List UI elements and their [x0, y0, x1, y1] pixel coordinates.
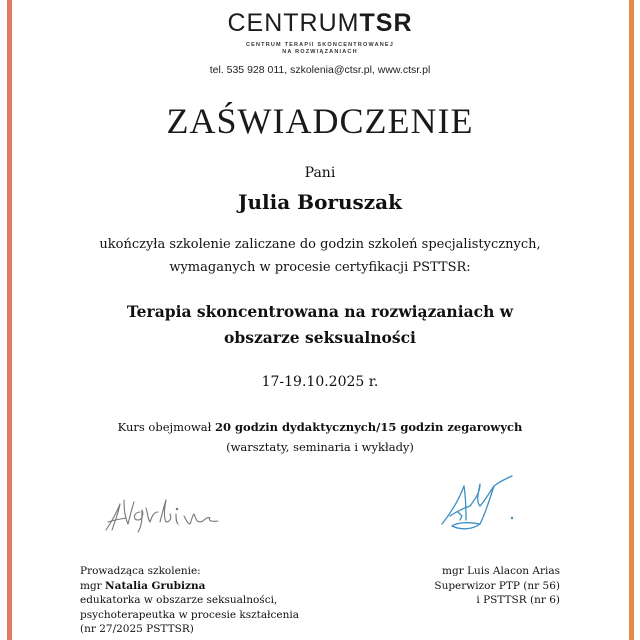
logo-text-light: CENTRUM: [227, 9, 360, 37]
signer-left-role: Prowadząca szkolenie:: [80, 565, 201, 577]
signature-dot: [511, 517, 513, 519]
description-line1: ukończyła szkolenie zaliczane do godzin szkoleń specjalistycznych,: [99, 237, 541, 252]
logo-subtitle-line1: CENTRUM TERAPII SKONCENTROWANEJ: [245, 42, 395, 48]
signature-left-icon: [100, 494, 230, 536]
signer-right-name: mgr Luis Alacon Arias: [442, 565, 560, 577]
course-title-line1: Terapia skoncentrowana na rozwiązaniach w: [126, 302, 514, 321]
course-hours: [0, 419, 640, 435]
signer-left-credential-2: psychoterapeutka w procesie kształcenia: [80, 608, 300, 621]
signature-right-icon: [436, 472, 528, 534]
signer-left-name-prefix: mgr: [80, 579, 106, 592]
course-title-line2: obszarze seksualności: [224, 328, 416, 347]
signer-left-name-line: [80, 579, 340, 594]
course-hours-bold: 20 godzin dydaktycznych/15 godzin zegarowych: [214, 420, 523, 434]
signer-left-block: [80, 564, 340, 637]
recipient-name: Julia Boruszak: [238, 190, 402, 214]
contact-info: tel. 535 928 011, szkolenia@ctsr.pl, www.ctsr.pl: [209, 64, 431, 76]
signer-left-credential-3: (nr 27/2025 PSTTSR): [80, 623, 194, 635]
certificate-title: ZAŚWIADCZENIE: [166, 101, 474, 141]
signer-right-credential-2: i PSTTSR (nr 6): [476, 594, 560, 606]
logo-text-bold: TSR: [359, 9, 413, 37]
signer-right-block: [380, 564, 560, 608]
logo-subtitle-line2: NA ROZWIĄZANIACH: [282, 49, 358, 55]
course-dates: 17-19.10.2025 r.: [261, 374, 379, 390]
signer-left-credential-1: edukatorka w obszarze seksualności,: [80, 594, 278, 606]
course-hours-note: (warsztaty, seminaria i wykłady): [226, 440, 414, 454]
signer-right-credential-1: Superwizor PTP (nr 56): [434, 579, 560, 592]
course-hours-prefix: Kurs obejmował: [117, 420, 215, 434]
signer-left-name: Natalia Grubizna: [105, 579, 206, 592]
salutation: Pani: [304, 165, 336, 181]
organization-logo: [0, 9, 640, 37]
description-line2: wymaganych w procesie certyfikacji PSTTSR:: [169, 260, 471, 275]
